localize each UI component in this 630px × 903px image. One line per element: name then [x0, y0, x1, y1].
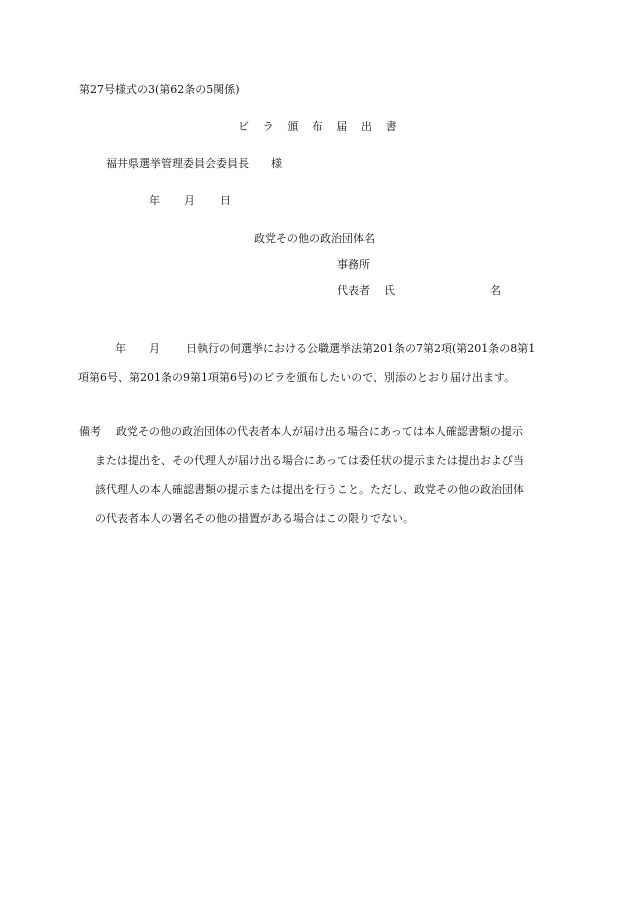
name-label-second: 名	[490, 284, 501, 297]
name-label-first: 氏	[384, 284, 395, 297]
date-day-label: 日	[220, 194, 231, 207]
body-text-line-2: 項第6号、第201条の9第1項第6号)のビラを頒布したいので、別添のとおり届け出ます。	[78, 371, 516, 384]
date-year-label: 年	[149, 194, 160, 207]
body-month-label: 月	[149, 342, 160, 355]
organization-name-label: 政党その他の政治団体名	[254, 232, 375, 245]
note-line-4: の代表者本人の署名その他の措置がある場合はこの限りでない。	[95, 512, 414, 525]
body-text-line-1: 日執行の何選挙における公職選挙法第201条の7第2項(第201条の8第1	[186, 342, 536, 355]
note-line-3: 該代理人の本人確認書類の提示または提出を行うこと。ただし、政党その他の政治団体	[95, 483, 524, 496]
note-line-1: 政党その他の政治団体の代表者本人が届け出る場合にあっては本人確認書類の提示	[116, 425, 523, 438]
representative-label: 代表者	[337, 284, 370, 297]
note-line-2: または提出を、その代理人が届け出る場合にあっては委任状の提示または提出および当	[95, 454, 524, 467]
office-label: 事務所	[337, 258, 370, 271]
note-label: 備考	[79, 425, 101, 438]
form-number: 第27号様式の3(第62条の5関係)	[79, 83, 240, 96]
document-title: ビラ頒布届出書	[238, 120, 411, 133]
body-year-label: 年	[115, 342, 126, 355]
addressee: 福井県選挙管理委員会委員長 様	[106, 157, 282, 170]
date-month-label: 月	[184, 194, 195, 207]
